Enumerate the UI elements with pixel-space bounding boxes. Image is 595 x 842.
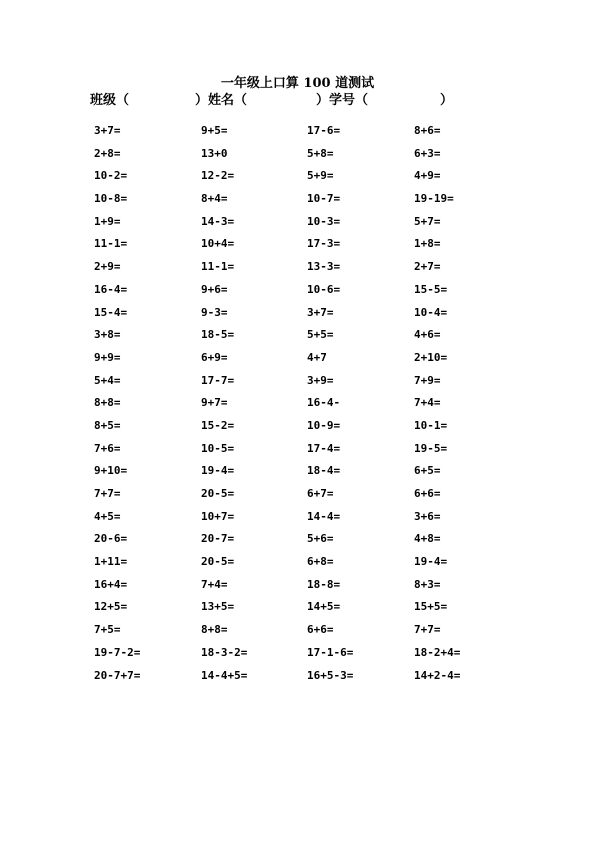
- problem-item: 15-2=: [201, 418, 235, 432]
- problem-item: 17-4=: [307, 441, 341, 455]
- problem-item: 5+7=: [414, 214, 441, 228]
- problem-item: 10-4=: [414, 305, 448, 319]
- problem-item: 7+7=: [94, 487, 121, 500]
- problem-row: [94, 192, 514, 215]
- problem-row: [94, 464, 514, 487]
- problem-item: 10-3=: [307, 214, 341, 228]
- problem-item: 12+5=: [94, 600, 128, 614]
- problem-item: 5+4=: [94, 373, 121, 387]
- problem-item: 7+9=: [414, 373, 441, 387]
- problem-item: 7+4=: [201, 577, 228, 591]
- problem-item: 10-1=: [414, 418, 448, 432]
- problem-row: [94, 555, 514, 578]
- problem-item: 1+9=: [94, 214, 121, 228]
- problem-row: [94, 237, 514, 260]
- problem-row: [94, 532, 514, 555]
- problem-item: 7+4=: [414, 396, 441, 410]
- problem-row: [94, 147, 514, 170]
- problem-item: 7+6=: [94, 441, 121, 455]
- problem-item: 18-2+4=: [414, 645, 461, 659]
- problem-row: [94, 169, 514, 192]
- problem-item: 20-5=: [201, 487, 235, 500]
- problem-item: 18-5=: [201, 328, 235, 342]
- problem-item: 15-5=: [414, 282, 448, 296]
- problem-item: 17-1-6=: [307, 645, 354, 659]
- problem-row: [94, 328, 514, 351]
- problem-item: 2+10=: [414, 350, 448, 364]
- student-id-label: ）学号（: [316, 93, 369, 108]
- problem-item: 18-8=: [307, 577, 341, 591]
- problem-item: 19-4=: [414, 555, 448, 569]
- problem-item: 13+5=: [201, 600, 235, 614]
- problem-row: [94, 306, 514, 329]
- problem-row: [94, 351, 514, 374]
- problem-row: [94, 600, 514, 623]
- problem-item: 4+9=: [414, 169, 441, 183]
- closing-parenthesis: ）: [440, 93, 454, 108]
- problem-item: 10-9=: [307, 418, 341, 432]
- problem-item: 20-6=: [94, 532, 128, 546]
- problem-row: [94, 646, 514, 669]
- problem-item: 4+6=: [414, 328, 441, 342]
- problem-item: 14-4+5=: [201, 668, 248, 682]
- problem-item: 6+7=: [307, 487, 334, 500]
- problem-item: 11-1=: [201, 260, 235, 274]
- problem-row: [94, 283, 514, 306]
- problem-item: 2+8=: [94, 146, 121, 160]
- problem-item: 13+0: [201, 146, 228, 160]
- problem-item: 4+7: [307, 350, 327, 364]
- problem-item: 19-7-2=: [94, 645, 141, 659]
- problem-item: 6+9=: [201, 350, 228, 364]
- problem-item: 17-3=: [307, 237, 341, 251]
- problem-item: 18-3-2=: [201, 645, 248, 659]
- problem-item: 4+8=: [414, 532, 441, 546]
- problem-item: 20-7+7=: [94, 668, 141, 682]
- problem-item: 5+9=: [307, 169, 334, 183]
- problem-item: 9-3=: [201, 305, 228, 319]
- name-label: ）姓名（: [195, 93, 248, 108]
- problem-item: 5+8=: [307, 146, 334, 160]
- problem-row: [94, 623, 514, 646]
- problem-item: 10-5=: [201, 441, 235, 455]
- problem-item: 6+3=: [414, 146, 441, 160]
- problem-item: 20-5=: [201, 555, 235, 569]
- problem-item: 17-7=: [201, 373, 235, 387]
- problem-item: 12-2=: [201, 169, 235, 183]
- problem-item: 9+10=: [94, 464, 128, 478]
- problem-item: 11-1=: [94, 237, 128, 251]
- problem-item: 10-6=: [307, 282, 341, 296]
- problem-row: [94, 578, 514, 601]
- problem-item: 14+2-4=: [414, 668, 461, 682]
- problem-item: 6+5=: [414, 464, 441, 478]
- problem-item: 16-4-: [307, 396, 341, 410]
- problem-item: 5+6=: [307, 532, 334, 546]
- problem-item: 6+6=: [414, 487, 441, 500]
- problem-item: 8+5=: [94, 418, 121, 432]
- problem-item: 3+7=: [94, 124, 121, 137]
- problem-item: 9+7=: [201, 396, 228, 410]
- problem-row: [94, 510, 514, 533]
- problem-row: [94, 374, 514, 397]
- problem-item: 16-4=: [94, 282, 128, 296]
- problem-item: 19-5=: [414, 441, 448, 455]
- problem-item: 10+4=: [201, 237, 235, 251]
- problem-item: 10-7=: [307, 192, 341, 206]
- problem-item: 7+5=: [94, 623, 121, 637]
- problem-item: 17-6=: [307, 124, 341, 137]
- problem-item: 5+5=: [307, 328, 334, 342]
- problem-item: 6+6=: [307, 623, 334, 637]
- problem-item: 8+3=: [414, 577, 441, 591]
- problem-item: 3+6=: [414, 509, 441, 523]
- problem-item: 10-8=: [94, 192, 128, 206]
- class-label: 班级（: [90, 93, 130, 108]
- problem-item: 6+8=: [307, 555, 334, 569]
- problem-item: 7+7=: [414, 623, 441, 637]
- problem-row: [94, 260, 514, 283]
- problem-row: [94, 396, 514, 419]
- problem-item: 4+5=: [94, 509, 121, 523]
- problem-item: 3+8=: [94, 328, 121, 342]
- problem-row: [94, 487, 514, 510]
- problem-item: 15+5=: [414, 600, 448, 614]
- problem-item: 14-4=: [307, 509, 341, 523]
- problem-item: 8+6=: [414, 124, 441, 137]
- problem-item: 1+11=: [94, 555, 128, 569]
- problem-item: 2+9=: [94, 260, 121, 274]
- problem-row: [94, 669, 514, 692]
- problem-row: [94, 442, 514, 465]
- problem-item: 2+7=: [414, 260, 441, 274]
- page-title: 一年级上口算 100 道测试: [220, 76, 375, 91]
- problem-item: 19-4=: [201, 464, 235, 478]
- problem-item: 9+9=: [94, 350, 121, 364]
- student-info-line: [90, 89, 470, 108]
- problem-item: 16+5-3=: [307, 668, 354, 682]
- problem-grid: [94, 124, 514, 691]
- problem-item: 10+7=: [201, 509, 235, 523]
- problem-item: 15-4=: [94, 305, 128, 319]
- problem-item: 8+8=: [201, 623, 228, 637]
- problem-item: 3+7=: [307, 305, 334, 319]
- problem-row: [94, 215, 514, 238]
- problem-item: 13-3=: [307, 260, 341, 274]
- problem-item: 18-4=: [307, 464, 341, 478]
- problem-item: 14+5=: [307, 600, 341, 614]
- problem-item: 8+8=: [94, 396, 121, 410]
- problem-row: [94, 124, 514, 147]
- problem-item: 14-3=: [201, 214, 235, 228]
- problem-item: 9+6=: [201, 282, 228, 296]
- problem-item: 20-7=: [201, 532, 235, 546]
- problem-item: 1+8=: [414, 237, 441, 251]
- problem-item: 16+4=: [94, 577, 128, 591]
- problem-item: 8+4=: [201, 192, 228, 206]
- problem-item: 19-19=: [414, 192, 454, 206]
- problem-item: 9+5=: [201, 124, 228, 137]
- problem-item: 3+9=: [307, 373, 334, 387]
- problem-item: 10-2=: [94, 169, 128, 183]
- problem-row: [94, 419, 514, 442]
